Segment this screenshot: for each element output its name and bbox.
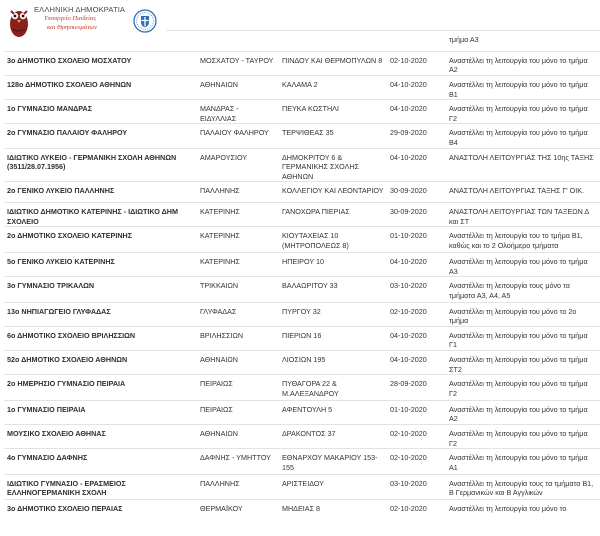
cell-note: Αναστέλλει τη λειτουργία τους τα τμήματα Β1, Β Γερμανικών και Β Αγγλικών <box>446 474 600 500</box>
cell-school: 3ο ΓΥΜΝΑΣΙΟ ΤΡΙΚΑΛΩΝ <box>4 277 197 303</box>
cell-date: 02-10-2020 <box>387 449 446 475</box>
cell-date: 04-10-2020 <box>387 326 446 350</box>
cell-municipality: ΠΑΛΑΙΟΥ ΦΑΛΗΡΟΥ <box>197 124 279 148</box>
cell-date: 03-10-2020 <box>387 277 446 303</box>
cell-address: ΚΙΟΥΤΑΧΕΙΑΣ 10 (ΜΗΤΡΟΠΟΛΕΩΣ 8) <box>279 227 387 253</box>
ministry-logo[interactable] <box>0 0 166 42</box>
cell-address: ΠΥΘΑΓΟΡΑ 22 & Μ.ΑΛΕΞΑΝΔΡΟΥ <box>279 375 387 401</box>
table-row <box>4 277 600 303</box>
cell-date: 03-10-2020 <box>387 474 446 500</box>
cell-school: 128ο ΔΗΜΟΤΙΚΟ ΣΧΟΛΕΙΟ ΑΘΗΝΩΝ <box>4 75 197 99</box>
closures-table <box>4 30 600 526</box>
table-row <box>4 326 600 350</box>
cell-municipality: ΒΡΙΛΗΣΣΙΩΝ <box>197 326 279 350</box>
cell-date: 04-10-2020 <box>387 148 446 182</box>
cell-address: ΑΡΙΣΤΕΙΔΟΥ <box>279 474 387 500</box>
cell-municipality: ΠΑΛΛΗΝΗΣ <box>197 474 279 500</box>
table-row <box>4 449 600 475</box>
table-row <box>4 203 600 227</box>
cell-municipality: ΜΟΣΧΑΤΟΥ - ΤΑΥΡΟΥ <box>197 51 279 75</box>
cell-school: ΙΔΙΩΤΙΚΟ ΔΗΜΟΤΙΚΟ ΚΑΤΕΡΙΝΗΣ - ΙΔΙΩΤΙΚΟ ΔΗΜ ΣΧΟΛΕΙΟ <box>4 203 197 227</box>
cell-municipality: ΠΕΙΡΑΙΩΣ <box>197 375 279 401</box>
cell-note: Αναστέλλει τη λειτουργία του μόνο το τμήμα Γ2 <box>446 425 600 449</box>
cell-address: ΔΡΑΚΟΝΤΟΣ 37 <box>279 425 387 449</box>
cell-date: 04-10-2020 <box>387 100 446 124</box>
table-row <box>4 252 600 276</box>
cell-municipality: ΑΘΗΝΑΙΩΝ <box>197 75 279 99</box>
cell-municipality: ΔΑΦΝΗΣ - ΥΜΗΤΤΟΥ <box>197 449 279 475</box>
cell-municipality: ΑΘΗΝΑΙΩΝ <box>197 425 279 449</box>
cell-address <box>279 31 387 52</box>
cell-municipality: ΚΑΤΕΡΙΝΗΣ <box>197 203 279 227</box>
cell-date: 02-10-2020 <box>387 500 446 526</box>
cell-school: 1ο ΓΥΜΝΑΣΙΟ ΜΑΝΔΡΑΣ <box>4 100 197 124</box>
table-row <box>4 302 600 326</box>
cell-address: ΠΕΥΚΑ ΚΩΣΤΗΛΙ <box>279 100 387 124</box>
cell-note: Αναστέλλει τη λειτουργία του μόνο το τμήμα ΣΤ2 <box>446 351 600 375</box>
cell-date: 02-10-2020 <box>387 51 446 75</box>
table-row <box>4 500 600 526</box>
logo-ministry-line1: Υπουργείο Παιδείας <box>44 15 97 22</box>
cell-school: ΙΔΙΩΤΙΚΟ ΛΥΚΕΙΟ - ΓΕΡΜΑΝΙΚΗ ΣΧΟΛΗ ΑΘΗΝΩΝ (3511/28.07.1956) <box>4 148 197 182</box>
cell-address: ΓΑΝΟΧΩΡΑ ΠΙΕΡΙΑΣ <box>279 203 387 227</box>
cell-municipality: ΑΜΑΡΟΥΣΙΟΥ <box>197 148 279 182</box>
cell-school: 4ο ΓΥΜΝΑΣΙΟ ΔΑΦΝΗΣ <box>4 449 197 475</box>
cell-municipality: ΠΕΙΡΑΙΩΣ <box>197 400 279 424</box>
cell-address: ΔΗΜΟΚΡΙΤΟΥ 6 & ΓΕΡΜΑΝΙΚΗΣ ΣΧΟΛΗΣ ΑΘΗΝΩΝ <box>279 148 387 182</box>
cell-note: Αναστέλλει τη λειτουργία τους μόνο τα τμήματα Α3, Α4, Α5 <box>446 277 600 303</box>
table-row <box>4 227 600 253</box>
cell-address: ΤΕΡΨΙΘΕΑΣ 35 <box>279 124 387 148</box>
cell-municipality: ΚΑΤΕΡΙΝΗΣ <box>197 227 279 253</box>
cell-note: ΑΝΑΣΤΟΛΗ ΛΕΙΤΟΥΡΓΙΑΣ ΤΩΝ ΤΑΞΕΩΝ Δ και ΣΤ <box>446 203 600 227</box>
table-row <box>4 425 600 449</box>
cell-address: ΛΙΟΣΙΩΝ 195 <box>279 351 387 375</box>
cell-note: Αναστέλλει τη λειτουργία του το τμήμα Β1, καθώς και το 2 Ολοήμερο τμήματα <box>446 227 600 253</box>
table-row <box>4 351 600 375</box>
cell-school: ΜΟΥΣΙΚΟ ΣΧΟΛΕΙΟ ΑΘΗΝΑΣ <box>4 425 197 449</box>
cell-municipality: ΜΑΝΔΡΑΣ - ΕΙΔΥΛΛΙΑΣ <box>197 100 279 124</box>
cell-date <box>387 31 446 52</box>
cell-municipality <box>197 31 279 52</box>
cell-note: Αναστέλλει τη λειτουργία του μόνο το τμήμα Β1 <box>446 75 600 99</box>
cell-date: 04-10-2020 <box>387 75 446 99</box>
table-row <box>4 400 600 424</box>
table-row <box>4 375 600 401</box>
table-row <box>4 148 600 182</box>
logo-title: ΕΛΛΗΝΙΚΗ ΔΗΜΟΚΡΑΤΙΑ <box>34 5 126 14</box>
cell-note: Αναστέλλει τη λειτουργία του μόνο το <box>446 500 600 526</box>
cell-note: Αναστέλλει τη λειτουργία του μόνο το τμήμα Α3 <box>446 252 600 276</box>
cell-school: 2ο ΓΕΝΙΚΟ ΛΥΚΕΙΟ ΠΑΛΛΗΝΗΣ <box>4 182 197 203</box>
cell-address: ΜΗΔΕΙΑΣ 8 <box>279 500 387 526</box>
closures-table-body <box>4 31 600 526</box>
cell-address: ΑΦΕΝΤΟΥΛΗ 5 <box>279 400 387 424</box>
cell-municipality: ΚΑΤΕΡΙΝΗΣ <box>197 252 279 276</box>
cell-note: Αναστέλλει τη λειτουργία του μόνο το τμήμα Α2 <box>446 400 600 424</box>
owl-icon <box>6 2 32 40</box>
cell-note: Αναστέλλει τη λειτουργία του μόνο το τμήμα Γ1 <box>446 326 600 350</box>
cell-school: 2ο ΓΥΜΝΑΣΙΟ ΠΑΛΑΙΟΥ ΦΑΛΗΡΟΥ <box>4 124 197 148</box>
greek-emblem-icon <box>133 9 157 33</box>
cell-municipality: ΤΡΙΚΚΑΙΩΝ <box>197 277 279 303</box>
cell-note: Αναστέλλει τη λειτουργία του μόνο το τμήμα Γ2 <box>446 375 600 401</box>
cell-municipality: ΠΑΛΛΗΝΗΣ <box>197 182 279 203</box>
cell-school: ΙΔΙΩΤΙΚΟ ΓΥΜΝΑΣΙΟ - ΕΡΑΣΜΕΙΟΣ ΕΛΛΗΝΟΓΕΡΜΑΝΙΚΗ ΣΧΟΛΗ <box>4 474 197 500</box>
cell-school: 2ο ΗΜΕΡΗΣΙΟ ΓΥΜΝΑΣΙΟ ΠΕΙΡΑΙΑ <box>4 375 197 401</box>
cell-date: 02-10-2020 <box>387 425 446 449</box>
cell-note: Αναστέλλει τη λειτουργία του μόνο το 2ο τμήμα <box>446 302 600 326</box>
cell-address: ΕΘΝΑΡΧΟΥ ΜΑΚΑΡΙΟΥ 153-155 <box>279 449 387 475</box>
cell-school: 2ο ΔΗΜΟΤΙΚΟ ΣΧΟΛΕΙΟ ΚΑΤΕΡΙΝΗΣ <box>4 227 197 253</box>
cell-address: ΒΑΛΑΩΡΙΤΟΥ 33 <box>279 277 387 303</box>
cell-address: ΗΠΕΙΡΟΥ 10 <box>279 252 387 276</box>
cell-date: 04-10-2020 <box>387 351 446 375</box>
cell-school: 13ο ΝΗΠΙΑΓΩΓΕΙΟ ΓΛΥΦΑΔΑΣ <box>4 302 197 326</box>
cell-note: Αναστέλλει τη λειτουργία του μόνο το τμήμα Α1 <box>446 449 600 475</box>
cell-municipality: ΑΘΗΝΑΙΩΝ <box>197 351 279 375</box>
cell-date: 28-09-2020 <box>387 375 446 401</box>
cell-address: ΠΙΝΔΟΥ ΚΑΙ ΘΕΡΜΟΠΥΛΩΝ 8 <box>279 51 387 75</box>
cell-date: 30-09-2020 <box>387 182 446 203</box>
cell-note: τμήμα Α3 <box>446 31 600 52</box>
cell-note: Αναστέλλει τη λειτουργία του μόνο το τμήμα Α2 <box>446 51 600 75</box>
cell-date: 29-09-2020 <box>387 124 446 148</box>
cell-note: Αναστέλλει τη λειτουργία του μόνο το τμήμα Β4 <box>446 124 600 148</box>
cell-municipality: ΘΕΡΜΑΪΚΟΥ <box>197 500 279 526</box>
table-row <box>4 75 600 99</box>
cell-school: 3ο ΔΗΜΟΤΙΚΟ ΣΧΟΛΕΙΟ ΠΕΡΑΙΑΣ <box>4 500 197 526</box>
cell-address: ΚΑΛΑΜΑ 2 <box>279 75 387 99</box>
cell-school: 5ο ΓΕΝΙΚΟ ΛΥΚΕΙΟ ΚΑΤΕΡΙΝΗΣ <box>4 252 197 276</box>
cell-address: ΠΙΕΡΙΩΝ 16 <box>279 326 387 350</box>
cell-date: 02-10-2020 <box>387 302 446 326</box>
cell-date: 30-09-2020 <box>387 203 446 227</box>
cell-municipality: ΓΛΥΦΑΔΑΣ <box>197 302 279 326</box>
cell-note: ΑΝΑΣΤΟΛΗ ΛΕΙΤΟΥΡΓΙΑΣ ΤΗΣ 10ης ΤΑΞΗΣ <box>446 148 600 182</box>
logo-ministry-line2: και Θρησκευμάτων <box>47 24 98 31</box>
cell-school: 3ο ΔΗΜΟΤΙΚΟ ΣΧΟΛΕΙΟ ΜΟΣΧΑΤΟΥ <box>4 51 197 75</box>
cell-address: ΚΟΛΛΕΓΙΟΥ ΚΑΙ ΛΕΟΝΤΑΡΙΟΥ <box>279 182 387 203</box>
table-row <box>4 474 600 500</box>
cell-date: 04-10-2020 <box>387 252 446 276</box>
table-row <box>4 182 600 203</box>
cell-date: 01-10-2020 <box>387 227 446 253</box>
cell-school: 6ο ΔΗΜΟΤΙΚΟ ΣΧΟΛΕΙΟ ΒΡΙΛΗΣΣΙΩΝ <box>4 326 197 350</box>
table-row <box>4 124 600 148</box>
cell-school: 1ο ΓΥΜΝΑΣΙΟ ΠΕΙΡΑΙΑ <box>4 400 197 424</box>
cell-school: 52ο ΔΗΜΟΤΙΚΟ ΣΧΟΛΕΙΟ ΑΘΗΝΩΝ <box>4 351 197 375</box>
cell-note: Αναστέλλει τη λειτουργία του μόνο το τμήμα Γ2 <box>446 100 600 124</box>
table-row <box>4 100 600 124</box>
cell-note: ΑΝΑΣΤΟΛΗ ΛΕΙΤΟΥΡΓΙΑΣ ΤΑΞΗΣ Γ' ΟΙΚ. <box>446 182 600 203</box>
cell-date: 01-10-2020 <box>387 400 446 424</box>
cell-address: ΠΥΡΓΟΥ 32 <box>279 302 387 326</box>
table-row <box>4 51 600 75</box>
